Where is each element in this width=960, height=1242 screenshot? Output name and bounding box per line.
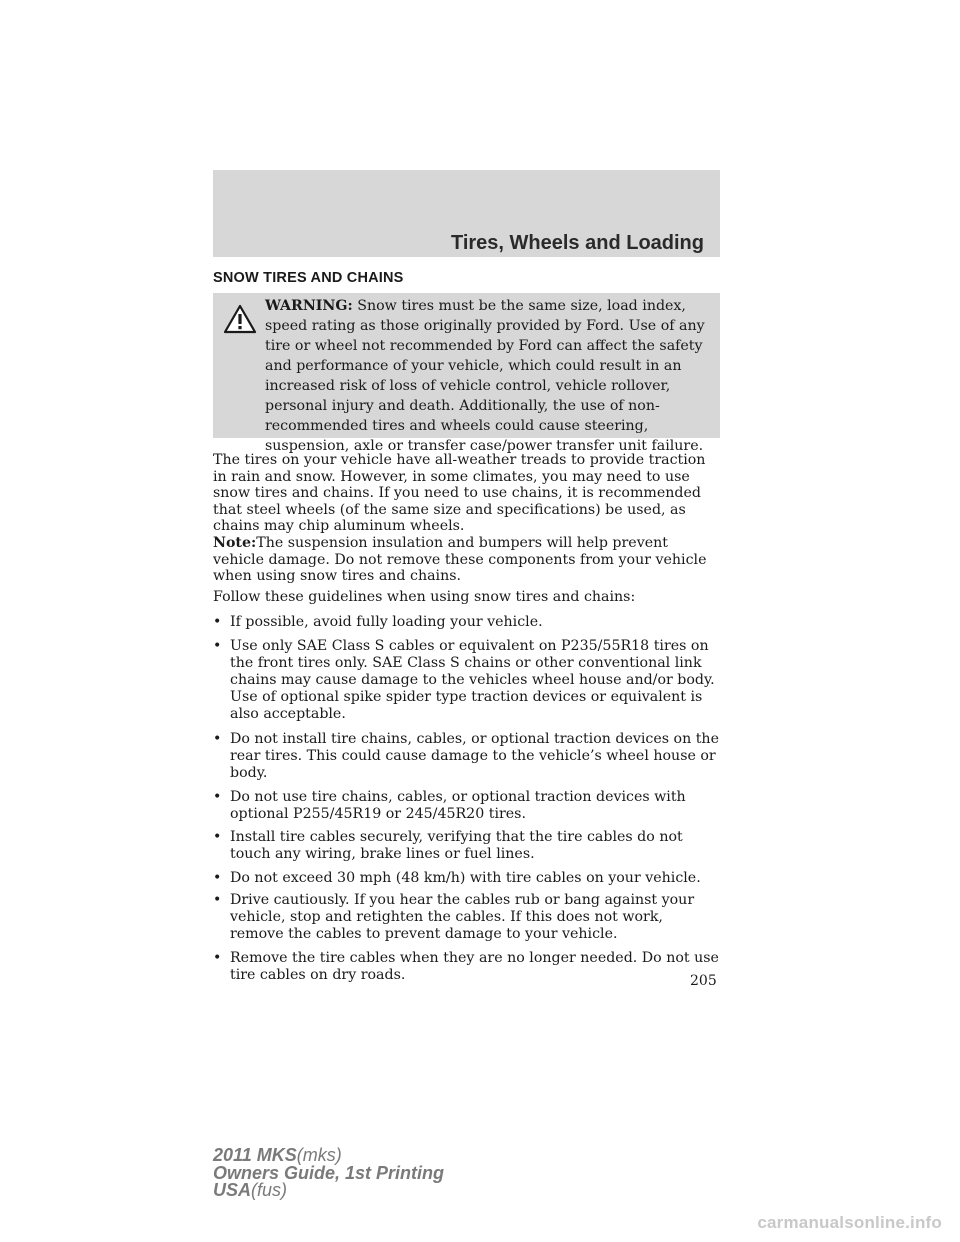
footer-print-info [213,1147,444,1200]
footer-market-code: (fus) [251,1180,288,1200]
footer-model-code: (mks) [296,1145,342,1165]
section-title: SNOW TIRES AND CHAINS [213,270,404,286]
list-item: • If possible, avoid fully loading your vehicle. [213,614,543,630]
header-band [213,170,720,257]
page-number: 205 [690,973,717,989]
list-item: • Install tire cables securely, verifying that the tire cables do not touch any wiring, brake lines or fuel lines. [213,829,683,862]
list-item: • Remove the tire cables when they are no longer needed. Do not use tire cables on dry roads. [213,950,719,983]
warning-label: WARNING: [265,298,353,314]
warning-text [219,296,714,456]
list-item: • Do not install tire chains, cables, or optional traction devices on the rear tires. This could cause damage to the vehicle’s wheel house or body. [213,731,719,781]
intro-paragraph: The tires on your vehicle have all-weather treads to provide traction in rain and snow. However, in some climates, you may need to use snow tires and chains. If you need to use chains, it is recommended that steel wheels (of the same size and specifications) be used, as chains may chip aluminum wheels. [213,452,706,535]
list-item: • Do not use tire chains, cables, or optional traction devices with optional P255/45R19 or 245/45R20 tires. [213,789,686,822]
footer-model: 2011 MKS [213,1145,297,1165]
warning-box [213,293,720,454]
note-paragraph [213,535,720,585]
list-item: • Do not exceed 30 mph (48 km/h) with tire cables on your vehicle. [213,870,701,886]
footer-market: USA [213,1180,252,1200]
note-label: Note: [213,535,257,551]
warning-body: Snow tires must be the same size, load index, speed rating as those originally provided by Ford. Use of any tire or wheel not recommended by Ford can affect the safety and performance of your vehicle, which could result in an increased risk of loss of vehicle control, vehicle rollover, personal injury and death. Additionally, the use of non-recommended tires and wheels could cause steering, suspension, axle or transfer case/power transfer unit failure. [265,298,705,454]
note-text: The suspension insulation and bumpers will help prevent vehicle damage. Do not remove these components from your vehicle when using snow tires and chains. [213,535,707,585]
guidelines-intro: Follow these guidelines when using snow tires and chains: [213,589,636,605]
list-item: • Drive cautiously. If you hear the cables rub or bang against your vehicle, stop and retighten the cables. If this does not work, remove the cables to prevent damage to your vehicle. [213,892,695,942]
chapter-title: Tires, Wheels and Loading [450,232,704,254]
watermark: carmanualsonline.info [757,1213,942,1232]
footer-guide: Owners Guide, 1st Printing [213,1162,445,1183]
list-item: • Use only SAE Class S cables or equivalent on P235/55R18 tires on the front tires only. SAE Class S chains or other conventional link chains may cause damage to the vehicles wheel house and/or body. Use of optional spike spider type traction devices or equivalent is also acceptable. [213,638,715,722]
